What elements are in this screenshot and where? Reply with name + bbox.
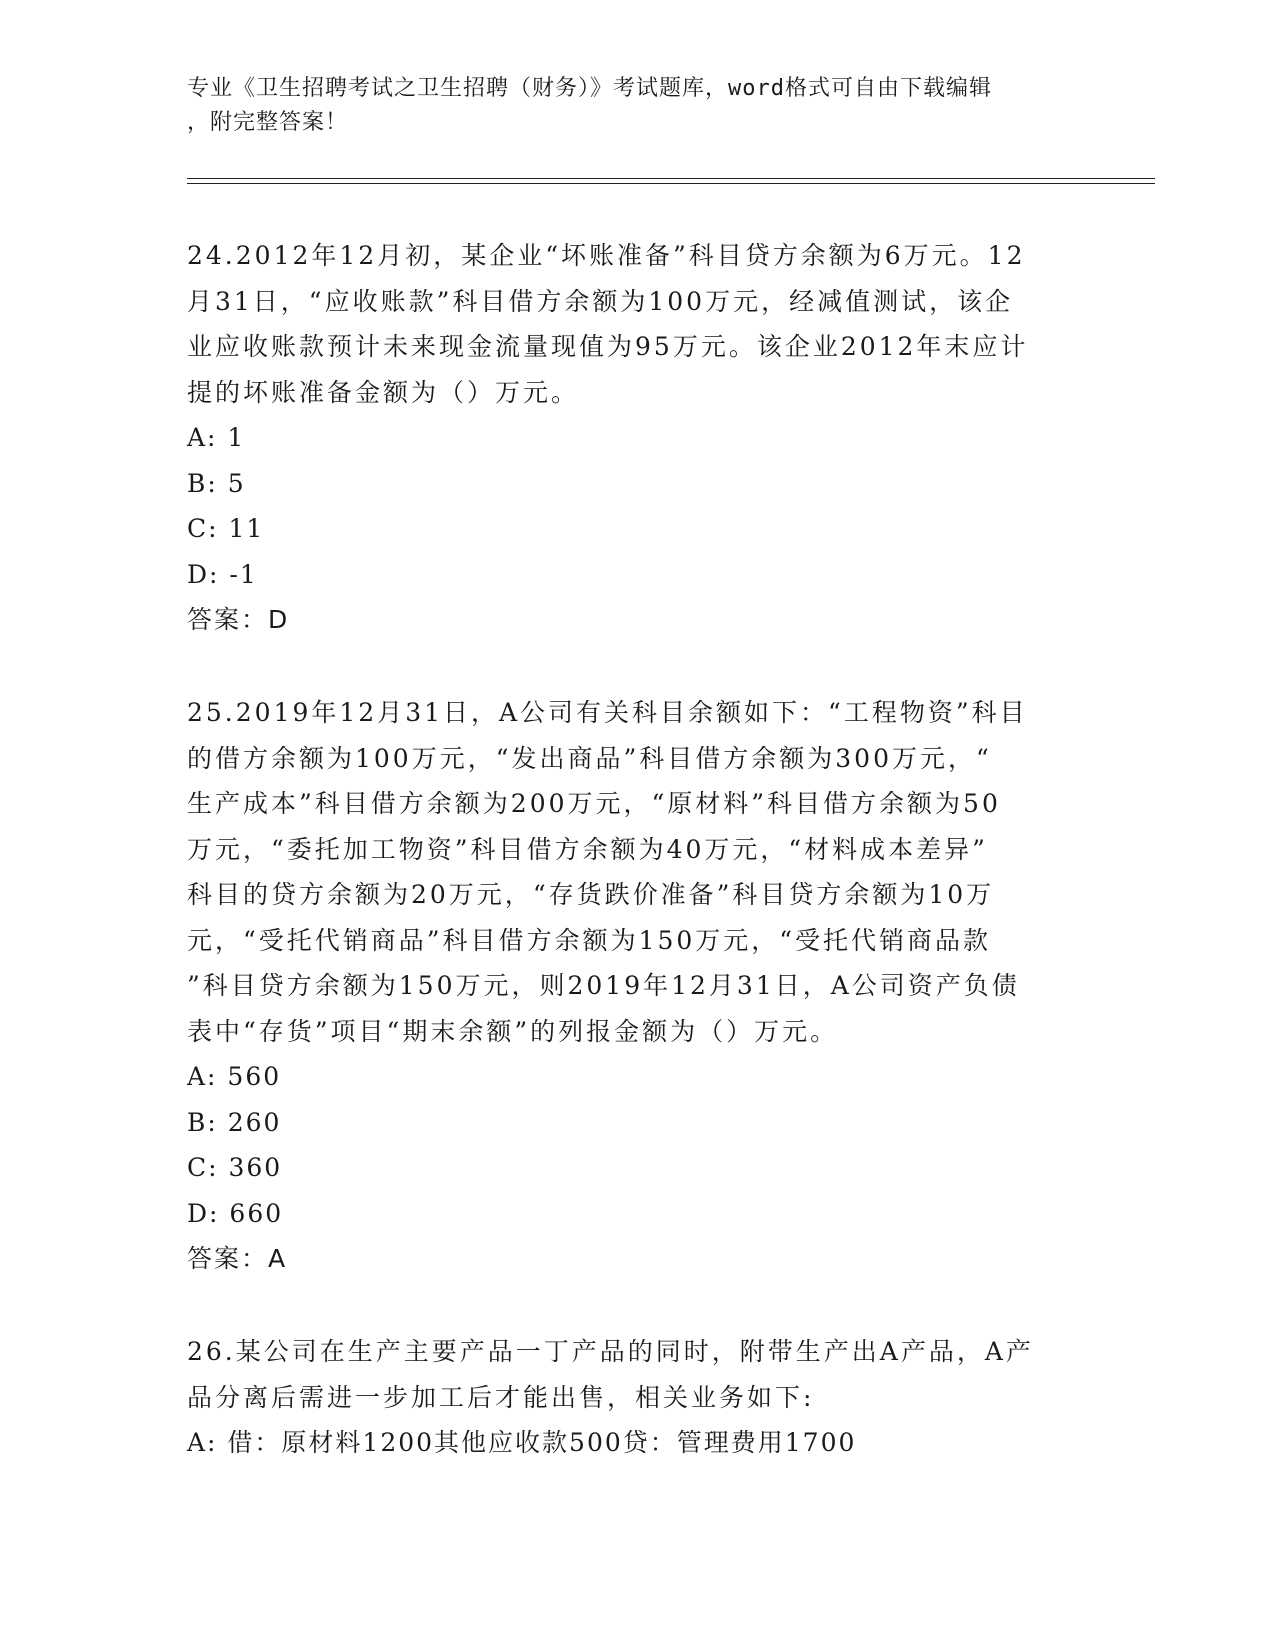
question-25	[187, 690, 1087, 1282]
option-b: B: 260	[187, 1107, 282, 1137]
page-header	[187, 72, 1067, 140]
stem-line: 元，“受托代销商品”科目借方余额为150万元，“受托代销商品款	[187, 925, 992, 955]
stem-line: 万元，“委托加工物资”科目借方余额为40万元，“材料成本差异”	[187, 834, 988, 864]
stem-line: 表中“存货”项目“期末余额”的列报金额为（）万元。	[187, 1016, 839, 1046]
question-stem	[187, 233, 1087, 415]
header-line-1: 专业《卫生招聘考试之卫生招聘（财务）》考试题库，word格式可自由下载编辑	[187, 76, 992, 101]
option-a: A: 560	[187, 1062, 282, 1091]
header-divider-top	[187, 178, 1155, 179]
option-d: D: 660	[187, 1198, 284, 1228]
option-d: D: -1	[187, 559, 258, 589]
stem-line: 24.2012年12月初，某企业“坏账准备”科目贷方余额为6万元。12	[187, 241, 1026, 270]
header-line-2: ，附完整答案！	[187, 110, 349, 135]
option-b: B: 5	[187, 468, 246, 498]
option-list	[187, 415, 1087, 597]
option-c: C: 360	[187, 1153, 283, 1182]
stem-line: 科目的贷方余额为20万元，“存货跌价准备”科目贷方余额为10万	[187, 880, 995, 909]
stem-line: ”科目贷方余额为150万元，则2019年12月31日，A公司资产负债	[187, 971, 1020, 1000]
option-c: C: 11	[187, 514, 265, 543]
header-divider-bottom	[187, 183, 1155, 184]
answer-line: 答案：A	[187, 1244, 288, 1273]
stem-line: 提的坏账准备金额为（）万元。	[187, 377, 580, 407]
option-list	[187, 1420, 1087, 1466]
stem-line: 的借方余额为100万元，“发出商品”科目借方余额为300万元，“	[187, 743, 992, 773]
stem-line: 生产成本”科目借方余额为200万元，“原材料”科目借方余额为50	[187, 789, 1001, 818]
stem-line: 业应收账款预计未来现金流量现值为95万元。该企业2012年末应计	[187, 332, 1029, 361]
question-stem	[187, 690, 1087, 1054]
option-a: A: 1	[187, 423, 246, 452]
option-list	[187, 1054, 1087, 1236]
question-stem	[187, 1329, 1087, 1420]
answer-line: 答案：D	[187, 605, 290, 634]
option-a: A: 借：原材料1200其他应收款500贷：管理费用1700	[187, 1428, 857, 1457]
stem-line: 品分离后需进一步加工后才能出售，相关业务如下:	[187, 1382, 815, 1412]
question-24	[187, 233, 1087, 643]
question-26	[187, 1329, 1087, 1466]
stem-line: 26.某公司在生产主要产品一丁产品的同时，附带生产出A产品，A产	[187, 1337, 1034, 1366]
stem-line: 25.2019年12月31日，A公司有关科目余额如下：“工程物资”科目	[187, 698, 1028, 727]
stem-line: 月31日，“应收账款”科目借方余额为100万元，经减值测试，该企	[187, 286, 1014, 316]
